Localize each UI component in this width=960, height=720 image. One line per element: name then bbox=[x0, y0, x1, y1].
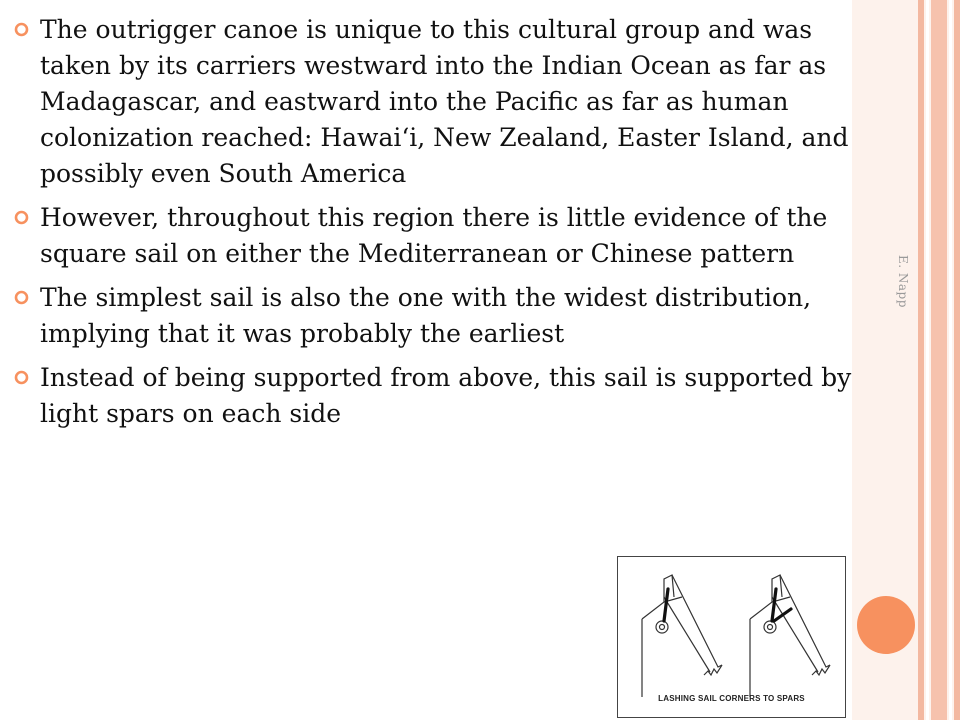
bullet-item bbox=[14, 280, 854, 352]
bullet-text: The simplest sail is also the one with the widest distribution, implying that it was probably the earliest bbox=[40, 283, 812, 348]
bullet-item bbox=[14, 360, 854, 432]
circle-bullet-icon bbox=[14, 290, 29, 305]
decorative-circle bbox=[857, 596, 915, 654]
bullet-text: Instead of being supported from above, this sail is supported by light spars on each side bbox=[40, 363, 852, 428]
decorative-stripe bbox=[926, 0, 929, 720]
bullet-text: The outrigger canoe is unique to this cultural group and was taken by its carriers westward into the Indian Ocean as far as Madagascar, and eastward into the Pacific as far as human colonization reached: Hawai‘i, New Zealand, Easter Island, and possibly even South America bbox=[40, 15, 849, 188]
bullet-list bbox=[14, 12, 854, 440]
spar-outline bbox=[672, 575, 722, 667]
circle-bullet-icon bbox=[14, 370, 29, 385]
decorative-stripe bbox=[954, 0, 960, 720]
lashing-grommet bbox=[764, 621, 776, 633]
author-watermark: E. Napp bbox=[896, 255, 910, 308]
decorative-stripe bbox=[949, 0, 952, 720]
lashing-grommet bbox=[656, 621, 668, 633]
decorative-stripe bbox=[918, 0, 924, 720]
bullet-item bbox=[14, 12, 854, 192]
lashing-line bbox=[774, 609, 791, 621]
spar-outline bbox=[772, 597, 818, 672]
sail-lashing-illustration bbox=[617, 556, 846, 718]
bullet-item bbox=[14, 200, 854, 272]
bullet-text: However, throughout this region there is little evidence of the square sail on either the Mediterranean or Chinese pattern bbox=[40, 203, 828, 268]
lashing-grommet bbox=[660, 625, 665, 630]
spar-outline bbox=[664, 597, 710, 672]
lashing-grommet bbox=[768, 625, 773, 630]
figure-caption: LASHING SAIL CORNERS TO SPARS bbox=[658, 694, 805, 703]
sail-spars-drawing bbox=[618, 557, 845, 717]
circle-bullet-icon bbox=[14, 210, 29, 225]
decorative-stripe bbox=[931, 0, 947, 720]
circle-bullet-icon bbox=[14, 22, 29, 37]
spar-outline bbox=[780, 575, 830, 667]
